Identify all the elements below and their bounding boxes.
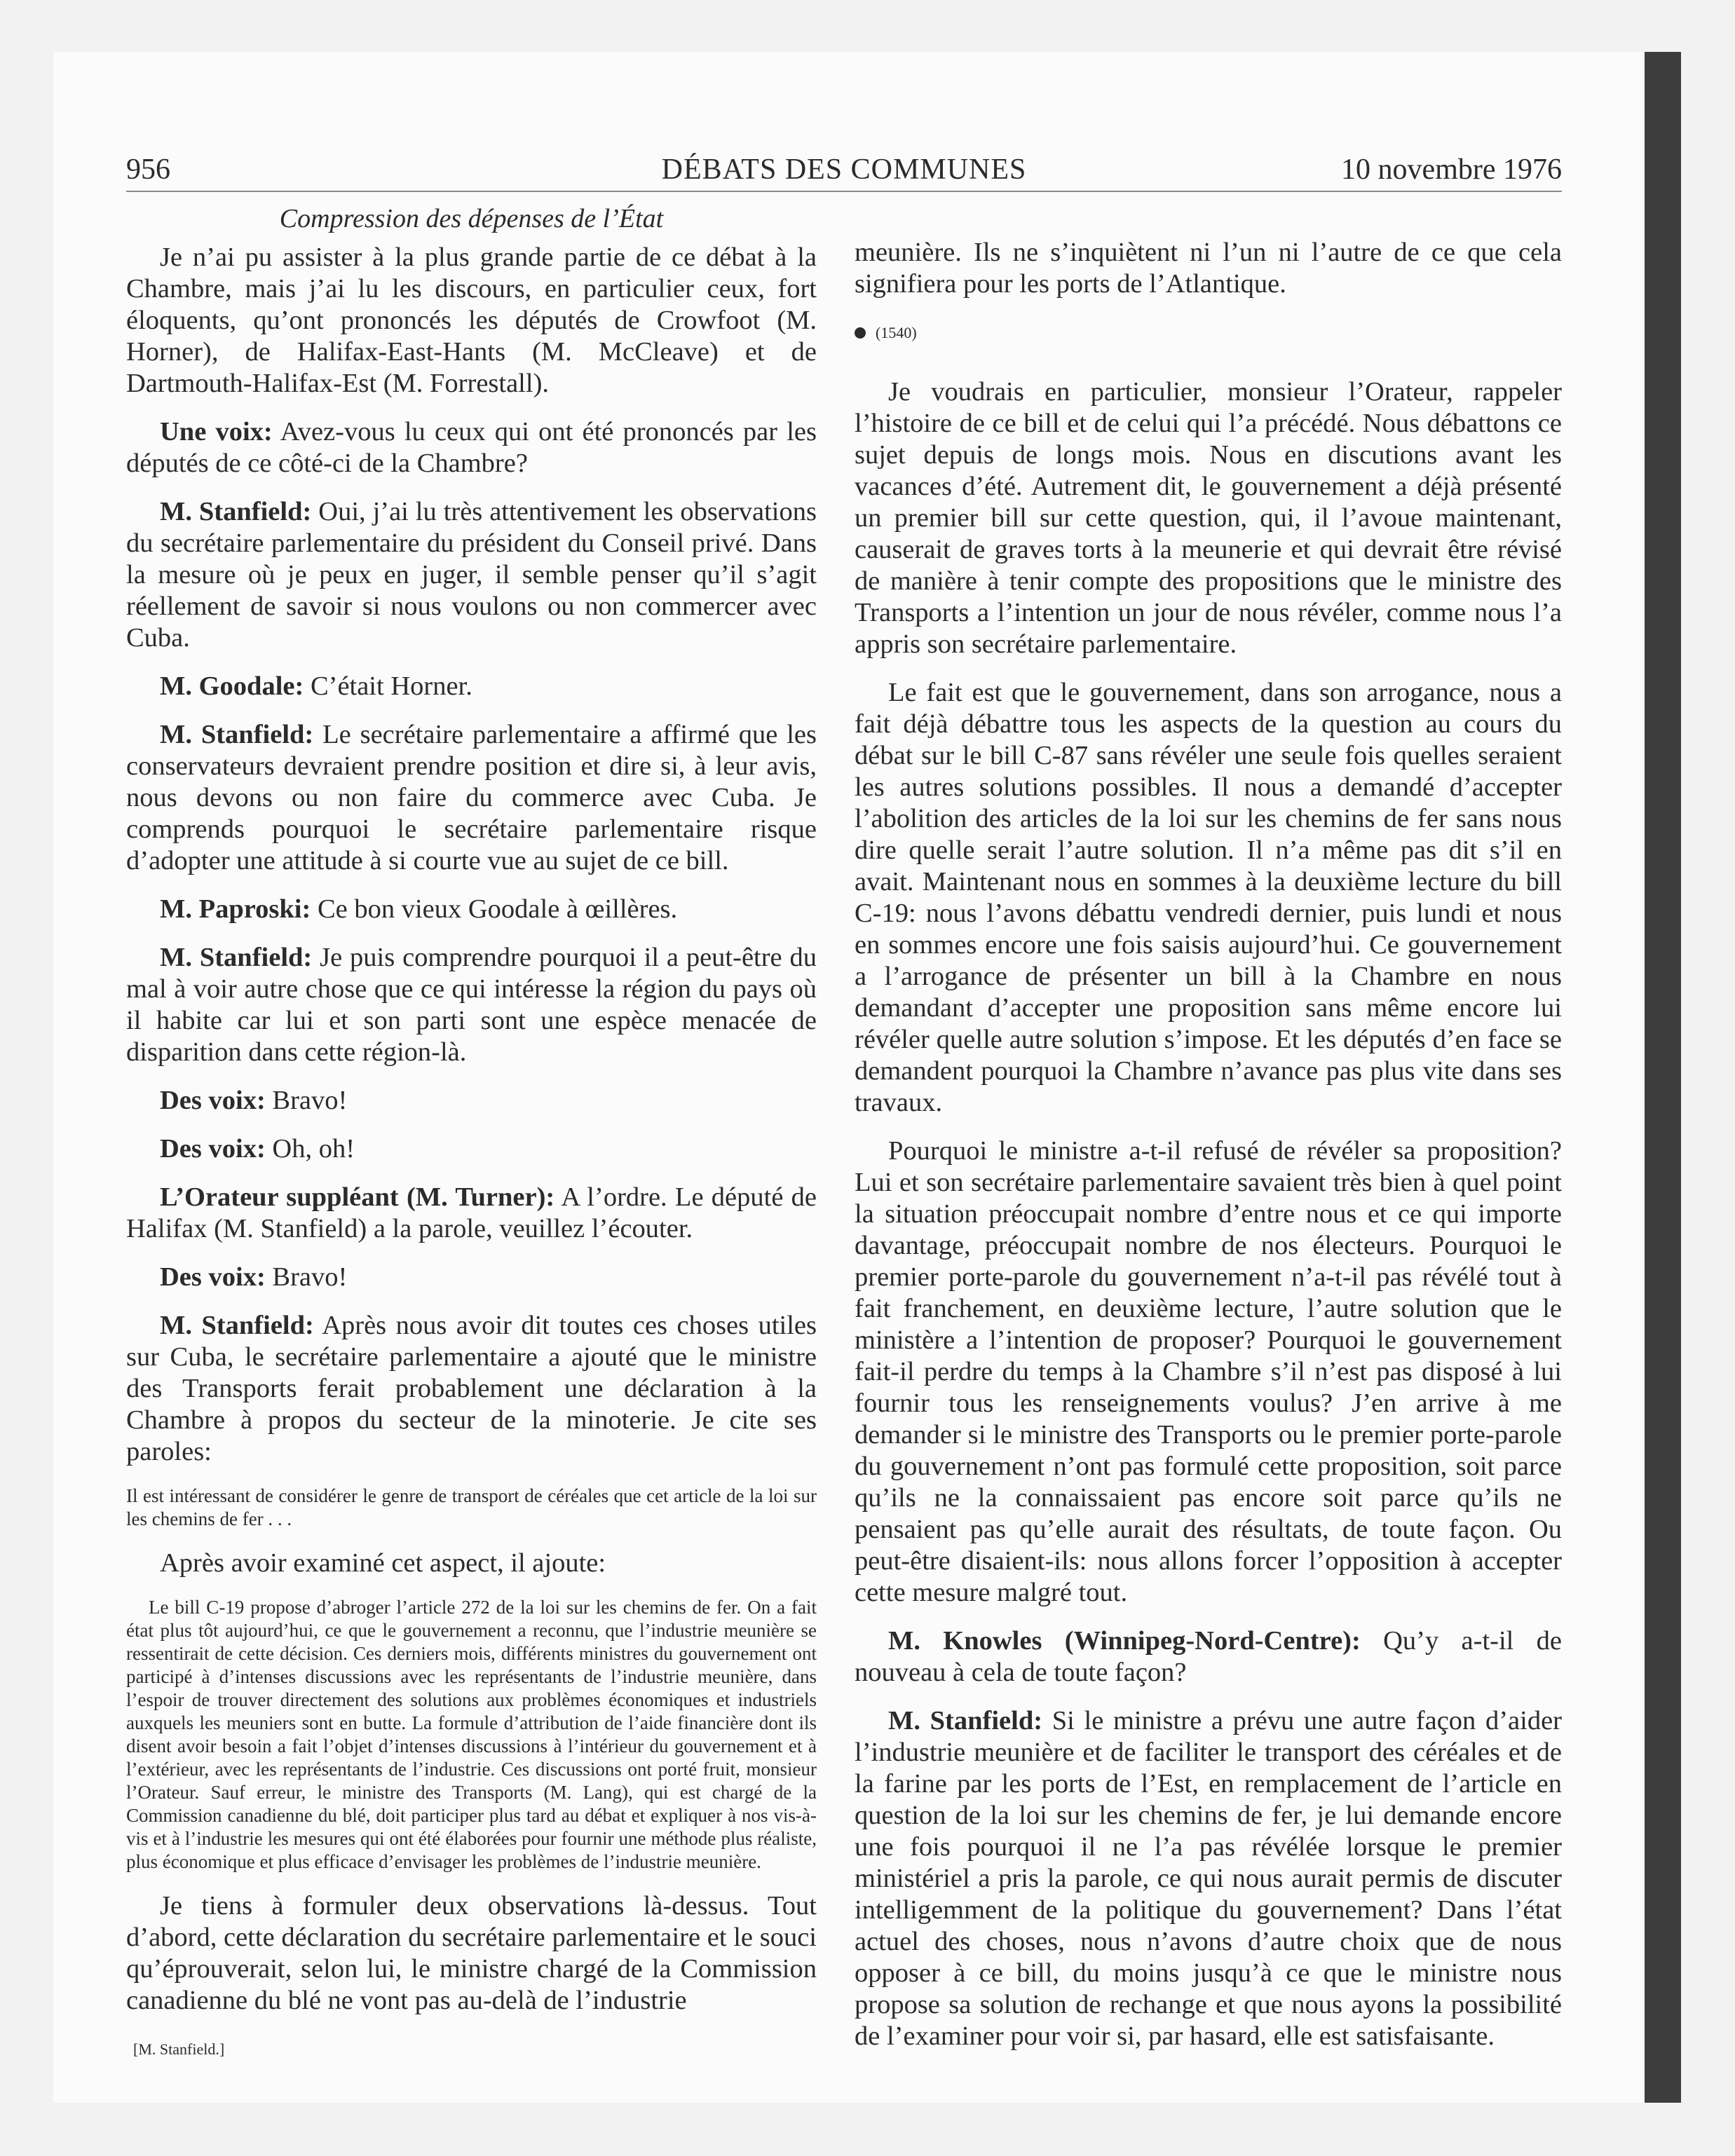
speaker: M. Goodale: <box>160 671 304 701</box>
speaker-riding: (Winnipeg-Nord-Centre): <box>1064 1626 1361 1656</box>
speaker: M. Stanfield: <box>160 1311 314 1340</box>
time-code: (1540) <box>876 324 917 341</box>
speech: Une voix: Avez-vous lu ceux qui ont été prononcés par les députés de ce côté-ci de la Chambre? <box>126 417 817 478</box>
speaker: M. Paproski: <box>160 894 311 924</box>
speech: Des voix: Bravo! <box>160 1262 348 1292</box>
block-quote: Le bill C-19 propose d’abroger l’article 272 de la loi sur les chemins de fer. On a fait état plus tôt aujourd’hui, ce que le gouvernement a reconnu, que l’industrie meunière se ressentirait de cette décision. Ces derniers mois, différents ministres du gouvernement ont participé à d’intenses discussions avec les représentants de l’industrie meunière, dans l’espoir de trouver directement des solutions aux problèmes économiques et industriels auxquels les meuniers sont en butte. La formule d’attribution de l’aide financière dont ils disent avoir besoin a fait l’objet d’intenses discussions à l’intérieur du gouvernement et à l’extérieur, avec les représentants de l’industrie. Ces discussions ont porté fruit, monsieur l’Orateur. Sauf erreur, le ministre des Transports (M. Lang), qui est chargé de la Commission canadienne du blé, doit participer plus tard au débat et expliquer à nos vis-à-vis et à l’industrie les mesures qui ont été élaborées pour fournir une méthode plus réaliste, plus économique et plus efficace d’envisager les problèmes de l’industrie meunière. <box>126 1597 817 1872</box>
speaker: Une voix: <box>160 417 273 446</box>
speaker: M. Knowles <box>888 1626 1042 1656</box>
paragraph: Après avoir examiné cet aspect, il ajoute: <box>160 1548 606 1578</box>
page-number: 956 <box>126 153 170 186</box>
paragraph: Je voudrais en particulier, monsieur l’Orateur, rappeler l’histoire de ce bill et de celui qui l’a précédé. Nous débattons ce sujet depuis de longs mois. Nous en discutions avant les vacances d’été. Autrement dit, le gouvernement a déjà présenté un premier bill sur cette question, qui, il l’avoue maintenant, causerait de graves torts à la meunerie et qui devrait être révisé de manière à tenir compte des propositions que le ministre des Transports a l’intention un jour de nous révéler, comme nous l’a appris son secrétaire parlementaire. <box>855 377 1562 659</box>
page-date: 10 novembre 1976 <box>1341 153 1562 186</box>
left-column <box>126 203 817 2065</box>
page-header <box>126 149 1562 192</box>
speaker: L’Orateur suppléant <box>160 1182 399 1212</box>
speaker: M. Stanfield: <box>160 943 313 972</box>
speaker-riding: (M. Turner): <box>406 1182 555 1212</box>
section-subheading: Compression des dépenses de l’État <box>279 204 664 233</box>
publication-title: DÉBATS DES COMMUNES <box>661 153 1027 186</box>
speech: M. Stanfield: Après nous avoir dit toutes ces choses utiles sur Cuba, le secrétaire parlementaire a ajouté que le ministre des Transports ferait probablement une déclaration à la Chambre à propos du secteur de la minoterie. Je cite ses paroles: <box>126 1311 817 1466</box>
paragraph: Le fait est que le gouvernement, dans son arrogance, nous a fait déjà débattre tous les aspects de la question au cours du débat sur le bill C-87 sans révéler une seule fois quelles seraient les autres solutions possibles. Il nous a demandé d’accepter l’abolition des articles de la loi sur les chemins de fer sans nous dire quelle serait l’autre solution. Il n’a même pas dit s’il en avait. Maintenant nous en sommes à la deuxième lecture du bill C-19: nous l’avons débattu vendredi dernier, puis lundi et nous en sommes encore une fois saisis aujourd’hui. Ce gouvernement a l’arrogance de présenter un bill à la Chambre en nous demandant d’accepter une proposition sans même encore lui révéler quelle autre solution s’impose. Et les députés d’en face se demandent pourquoi la Chambre n’avance pas plus vite dans ses travaux. <box>855 678 1562 1117</box>
paragraph: meunière. Ils ne s’inquiètent ni l’un ni l’autre de ce que cela signifiera pour les ports de l’Atlantique. <box>855 238 1562 299</box>
paragraph: Je n’ai pu assister à la plus grande partie de ce débat à la Chambre, mais j’ai lu les discours, en particulier ceux, fort éloquents, qu’ont prononcés les députés de Crowfoot (M. Horner), de Halifax-East-Hants (M. McCleave) et de Dartmouth-Halifax-Est (M. Forrestall). <box>126 243 817 398</box>
speaker: M. Stanfield: <box>888 1706 1043 1735</box>
speaker: M. Stanfield: <box>160 720 314 749</box>
time-marker <box>855 317 1562 348</box>
speech: M. Paproski: Ce bon vieux Goodale à œillères. <box>160 894 678 924</box>
right-column <box>855 237 1562 2069</box>
speaker: Des voix: <box>160 1262 266 1292</box>
speaker-continuation: [M. Stanfield.] <box>133 2040 225 2058</box>
speech: M. Goodale: C’était Horner. <box>160 671 472 701</box>
speech: M. Stanfield: Le secrétaire parlementaire a affirmé que les conservateurs devraient prendre position et dire si, à leur avis, nous devons ou non faire du commerce avec Cuba. Je comprends pourquoi le secrétaire parlementaire risque d’adopter une attitude à si courte vue au sujet de ce bill. <box>126 720 817 875</box>
speech: Des voix: Bravo! <box>160 1086 348 1115</box>
speaker: Des voix: <box>160 1134 266 1164</box>
bullet-icon <box>855 327 866 339</box>
scan-edge <box>1645 52 1681 2103</box>
speech: Des voix: Oh, oh! <box>160 1134 355 1164</box>
speech: L’Orateur suppléant (M. Turner): A l’ordre. Le député de Halifax (M. Stanfield) a la parole, veuillez l’écouter. <box>126 1182 817 1243</box>
speaker: M. Stanfield: <box>160 497 312 526</box>
block-quote: Il est intéressant de considérer le genre de transport de céréales que cet article de la loi sur les chemins de fer . . . <box>126 1485 817 1529</box>
paragraph: Je tiens à formuler deux observations là-dessus. Tout d’abord, cette déclaration du secrétaire parlementaire et le souci qu’éprouverait, selon lui, le ministre chargé de la Commission canadienne du blé ne vont pas au-delà de l’industrie <box>126 1891 817 2015</box>
speech: M. Stanfield: Je puis comprendre pourquoi il a peut-être du mal à voir autre chose que ce qui intéresse la région du pays où il habite car lui et son parti sont une espèce menacée de disparition dans cette région-là. <box>126 943 817 1067</box>
speech: M. Knowles (Winnipeg-Nord-Centre): Qu’y a-t-il de nouveau à cela de toute façon? <box>855 1626 1563 1687</box>
paragraph: Pourquoi le ministre a-t-il refusé de révéler sa proposition? Lui et son secrétaire parlementaire savaient très bien à quel point la situation préoccupait nombre d’entre nous et ce qui importe davantage, préoccupait nombre de nos électeurs. Pourquoi le premier porte-parole du gouvernement n’a-t-il pas révélé tout à fait franchement, en deuxième lecture, l’autre solution que le ministère a l’intention de proposer? Pourquoi le gouvernement fait-il perdre du temps à la Chambre s’il n’est pas disposé à lui fournir tous les renseignements voulus? J’en arrive à me demander si le ministre des Transports ou le premier porte-parole du gouvernement n’ont pas formulé cette proposition, soit parce qu’ils ne la connaissaient pas encore soit parce qu’ils ne pensaient pas qu’elle aurait des résultats, de toute façon. Ou peut-être disaient-ils: nous allons forcer l’opposition à accepter cette mesure malgré tout. <box>855 1136 1562 1607</box>
speech: M. Stanfield: Si le ministre a prévu une autre façon d’aider l’industrie meunière et de faciliter le transport des céréales et de la farine par les ports de l’Est, en remplacement de l’article en question de la loi sur les chemins de fer, je lui demande encore une fois pourquoi il ne l’a pas révélée lorsque le premier ministériel a pris la parole, ce qui nous aurait permis de discuter intelligemment de la politique du gouvernement? Dans l’état actuel des choses, nous n’avons d’autre choix que de nous opposer à ce bill, du moins jusqu’à ce que le ministre nous propose sa solution de rechange et que nous ayons la possibilité de l’examiner pour voir si, par hasard, elle est satisfaisante. <box>855 1706 1562 2051</box>
speech: M. Stanfield: Oui, j’ai lu très attentivement les observations du secrétaire parlementaire du président du Conseil privé. Dans la mesure où je peux en juger, il semble penser qu’il s’agit réellement de savoir si nous voulons ou non commercer avec Cuba. <box>126 497 817 653</box>
speaker: Des voix: <box>160 1086 266 1115</box>
